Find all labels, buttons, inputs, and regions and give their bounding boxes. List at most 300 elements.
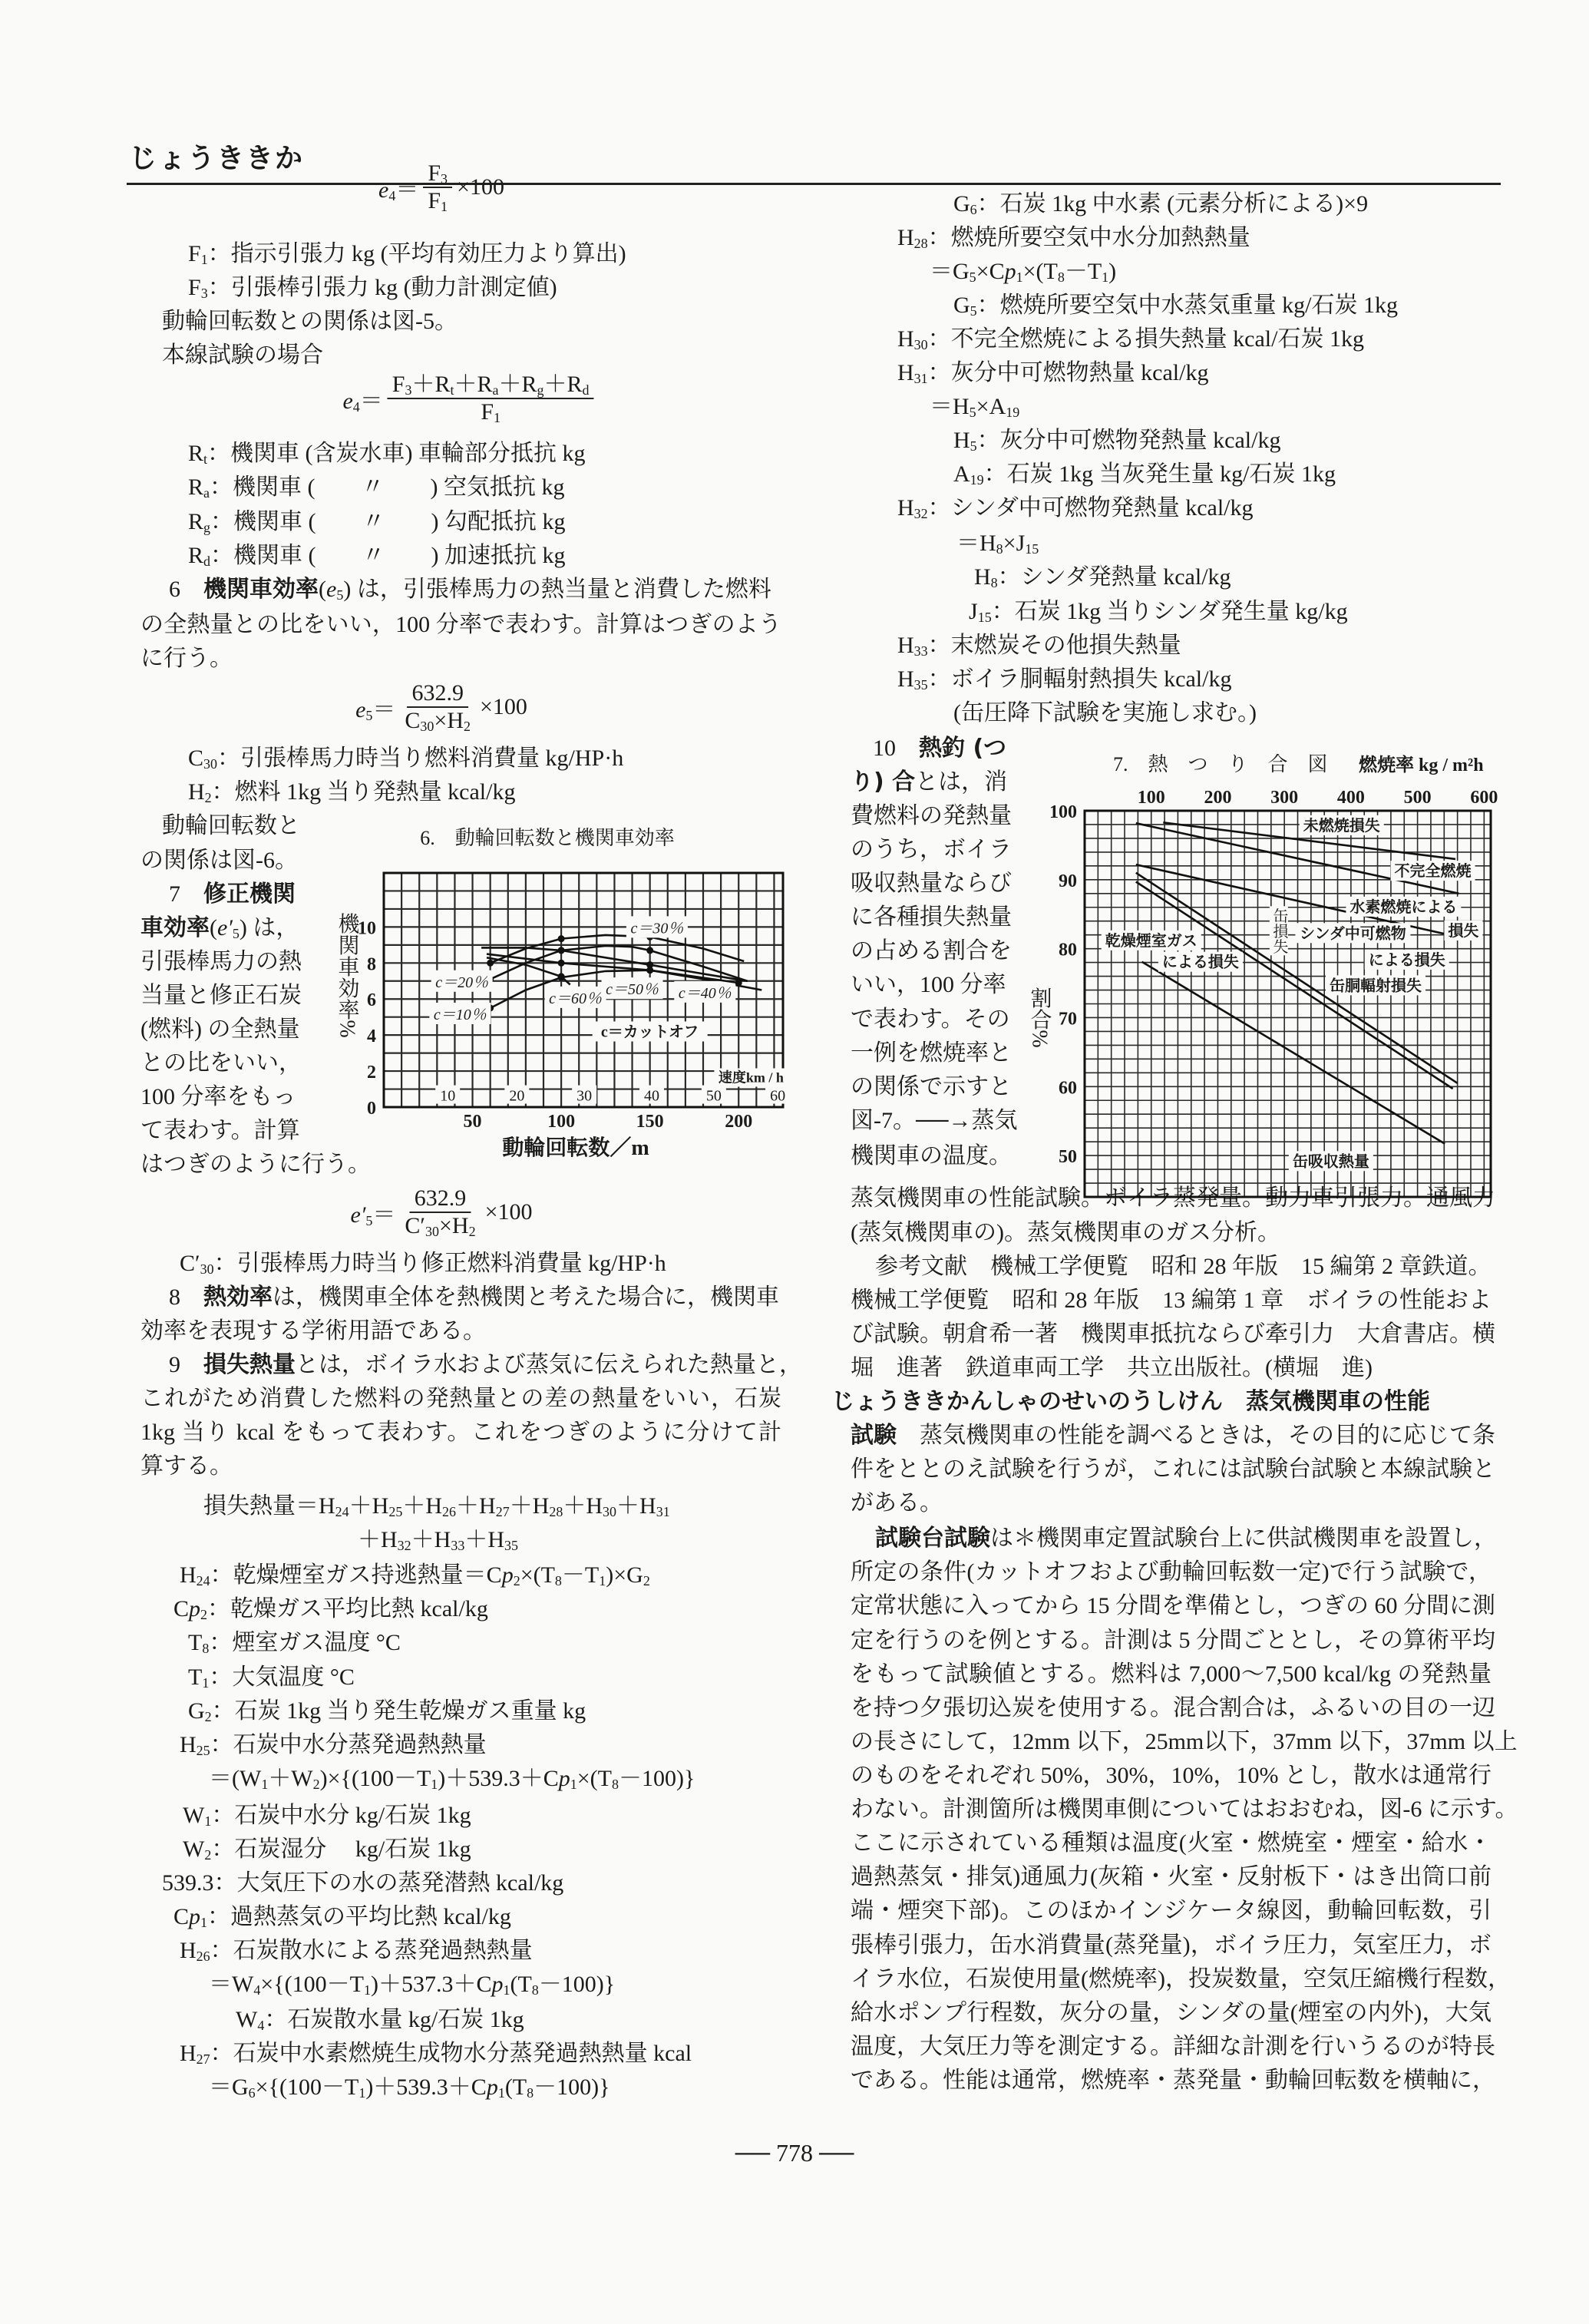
text-line [188,237,626,271]
subscript: 1 [204,1813,212,1829]
text-run: C [173,1904,190,1929]
text-run: の関係で示すと [851,1074,1012,1099]
speed-tick-label: 30 [576,1087,593,1105]
text-line [897,663,1231,696]
text-line [140,844,298,878]
text-run: F [391,372,405,397]
text-run: 参考文献 機械工学便覧 昭和 28 年版 15 編第 2 章鉄道。 [875,1254,1492,1279]
text-run: ＋W [268,1766,313,1791]
text-run: ×J [1003,531,1026,556]
text-run: ：石炭中水分 kg/石炭 1kg [211,1803,471,1828]
bold-term: 機関車効率 [203,576,319,603]
subscript: 4 [388,188,396,203]
formula [355,681,527,733]
math-variable: e [342,388,353,414]
text-run: とは，消 [915,769,1008,795]
text-run: 100 分率をもっ [140,1084,296,1109]
text-run: W [183,1836,205,1862]
figure-6-chart [330,821,814,1167]
math-variable: p [189,1904,201,1929]
text-line [180,1247,666,1281]
formula-lhs [342,382,382,415]
text-line [953,458,1336,491]
text-run: の長さにして，12mm 以下，25mm以下，37mm 以下，37mm 以上 [851,1729,1518,1754]
text-run: )＋537.3＋C [370,1972,492,1997]
y-tick-label: 0 [367,1099,376,1119]
text-run: ：不完全燃焼による損失熱量 kcal/石炭 1kg [927,326,1364,352]
text-run: ：ボイラ胴輻射熱損失 kcal/kg [927,666,1232,692]
subscript: 3 [441,171,448,187]
subscript: 24 [335,1504,349,1519]
text-line [974,560,1231,594]
text-run: ：石炭 1kg 中水素 (元素分析による)×9 [976,191,1369,217]
text-run: H [180,1938,197,1963]
text-line [851,2030,1495,2064]
subscript: 5 [970,438,977,454]
text-line [140,979,302,1013]
math-variable: p [1004,259,1016,284]
text-run: ：燃焼所要空気中水分加熱熱量 [927,225,1250,250]
text-line [851,1453,1495,1486]
math-variable: p [491,1972,504,1997]
text-run: R [188,441,204,466]
text-run: (T [504,2074,527,2100]
subscript: 6 [248,2085,256,2101]
text-run: ＝H [930,394,970,419]
text-run: F [188,241,201,266]
subscript: d [582,382,590,398]
math-variable: e [378,177,389,203]
text-run: ＝ [372,1202,396,1228]
text-run: ＋H [464,1527,505,1552]
text-run: 張棒引張力，缶水消費量(蒸発量)，ボイラ圧力，気室圧力，ボ [851,1932,1492,1958]
text-run: F [481,399,494,425]
chart-annotation: 缶吸収熱量 [1292,1153,1369,1171]
text-run: H [897,326,914,352]
text-line [953,187,1368,221]
text-line [140,1416,781,1450]
text-run: に各種損失熱量 [851,904,1012,930]
text-run: て表わす。計算 [140,1118,300,1143]
text-line [851,1658,1492,1691]
text-run: をもって試験値とする。燃料は 7,000～7,500 kcal/kg の発熱量 [851,1661,1492,1687]
text-run: 当量と修正石炭 [140,983,302,1008]
text-run: ＝(W [209,1766,262,1791]
text-run: 件をととのえ試験を行うが，これには試験台試験と本線試験と [851,1456,1495,1482]
text-run: ＋R [454,372,493,397]
text-run: ×100 [484,1199,533,1225]
text-run: ＝H [956,531,996,556]
text-run: F [188,275,201,300]
series-label: c＝10％ [433,1007,487,1023]
chart-annotation: 缶胴輻射損失 [1329,977,1422,995]
text-run: T [188,1664,203,1690]
chart-annotation: 損失 [1448,923,1479,941]
text-run: ×H [438,1213,469,1238]
series-label: c＝60％ [549,990,603,1007]
speed-tick-label: 50 [705,1087,722,1105]
text-run: ( [210,915,217,941]
text-run: に行う。 [140,646,233,671]
text-line [209,1968,615,2002]
text-run: ＋R [543,372,583,397]
formula [342,372,598,425]
text-run: 10 [873,736,919,761]
text-run: －100)} [534,2074,610,2100]
text-line [851,1759,1492,1793]
subscript: 8 [996,541,1003,557]
text-run: ：燃料 1kg 当り発熱量 kcal/kg [211,779,516,805]
subscript: 2 [464,719,471,734]
math-variable: p [189,1596,201,1622]
formula-lhs [351,1195,396,1229]
bold-term: 損失熱量 [203,1351,296,1378]
text-run: ：石炭 1kg 当りシンダ発生量 kg/kg [991,599,1348,624]
subscript: 27 [196,2051,210,2067]
text-run: H [180,1562,197,1588]
text-line [851,765,1007,799]
subscript: a [203,485,210,501]
text-line [851,1284,1492,1317]
text-run: ×(T [576,1766,612,1791]
subscript: 8 [1057,269,1065,285]
text-line [188,1694,586,1728]
text-line [897,322,1364,356]
text-run: 温度，大気圧力等を測定する。詳細な計測を行いうるのが特長 [851,2034,1495,2059]
speed-tick-label: 40 [643,1087,659,1105]
text-line [851,1139,1012,1173]
formula [351,1186,533,1238]
subscript: 30 [200,1261,214,1277]
text-run: 動輪回転数との関係は図-5。 [162,309,458,334]
text-line [953,289,1398,322]
text-line [188,471,565,504]
text-run: G [188,1698,205,1724]
text-line [180,1728,487,1762]
denominator [400,708,475,733]
subscript: 1 [599,1573,606,1588]
denominator [400,1213,480,1238]
subscript: 2 [204,1709,212,1724]
text-line [209,2071,610,2104]
chart-annotation: 未燃焼損失 [1303,817,1380,835]
chart-annotation: 不完全燃焼 [1394,863,1472,881]
text-run: がある。 [851,1490,943,1516]
text-line [851,1486,943,1520]
text-line [930,255,1116,289]
text-run: ここに示されている種類は温度(火室・燃焼室・煙室・給水・ [851,1830,1492,1856]
text-run: H [897,633,914,658]
text-line [851,1317,1495,1351]
text-line [851,867,1012,901]
text-run: (燃料) の全熱量 [140,1017,300,1042]
subscript: 1 [200,252,208,267]
text-line [953,424,1280,458]
text-run: A [953,461,970,487]
y-axis-label: 機関車効率% [335,912,359,1038]
numerator [388,372,594,399]
x-tick-label: 200 [1204,788,1232,808]
text-line [851,1826,1492,1860]
text-line [851,1624,1495,1658]
bold-term: 試験台試験 [875,1525,990,1552]
math-variable: e′ [350,1202,366,1228]
text-run: 定常状態に入ってから 15 分間を準備とし，つぎの 60 分間に測 [851,1593,1495,1618]
text-line [203,1489,670,1523]
y-tick-label: 8 [367,954,376,975]
text-run: 損失熱量＝H [203,1493,335,1519]
y-tick-label: 50 [1059,1147,1077,1168]
text-run: ：過熱蒸気の平均比熱 kcal/kg [207,1904,511,1929]
text-run: H [897,360,914,385]
text-run: W [183,1803,205,1828]
text-run: C [405,708,421,733]
subscript: 5 [969,269,976,285]
text-run: ：乾燥ガス平均比熱 kcal/kg [207,1596,488,1622]
data-point-marker [487,960,494,967]
text-run: わない。計測箇所は機関車側についてはおおむね，図-6 に示す。 [851,1797,1518,1822]
text-run: 7 [169,881,203,907]
text-line [183,1833,471,1866]
math-variable: p [501,1562,514,1588]
text-line [140,1080,296,1114]
text-run: ：引張棒馬力時当り修正燃料消費量 kg/HP·h [213,1251,666,1276]
text-run: ＋H [509,1493,550,1519]
chart-annotation: による損失 [1368,951,1445,969]
text-run: のうち，ボイラ [851,837,1012,862]
text-run: 過熱蒸気・排気)通風力(灰箱・火室・反射板下・はき出筒口前 [851,1864,1492,1889]
text-line [140,1314,486,1348]
x-tick-label: 50 [463,1112,482,1132]
data-point-marker [735,980,742,987]
text-run: ×{(100－T [260,1972,364,1997]
text-line [953,696,1257,730]
text-line [851,1725,1518,1759]
subscript: 1 [1102,269,1109,285]
text-run: で表わす。その [851,1007,1010,1032]
text-run: C′ [405,1213,425,1238]
text-run: ) は， [239,915,299,941]
text-line [897,629,1181,663]
text-run: ＝G [930,259,970,284]
text-run: 効率を表現する学術用語である。 [140,1318,486,1344]
text-run: 632.9 [414,1185,467,1211]
text-run: は，機関車全体を熱機関と考えた場合に，機関車 [273,1284,779,1310]
text-run: のものをそれぞれ 50%，30%，10%，10% とし，散水は通常行 [851,1763,1492,1788]
numerator [410,1186,471,1213]
subscript: 1 [570,1777,577,1792]
text-run: の関係は図-6。 [140,848,298,873]
text-run: H [188,779,205,805]
text-run: ：石炭湿分 kg/石炭 1kg [211,1836,471,1862]
chart-annotation: c＝カットオフ [600,1023,699,1041]
text-line [162,809,300,843]
text-run: J [969,599,978,624]
chart-annotation: シンダ中可燃物 [1300,925,1406,943]
text-line [173,1592,488,1626]
text-line [897,221,1250,255]
text-run: ：機関車 ( 〃 ) 空気抵抗 kg [210,474,565,500]
subscript: 8 [202,1641,210,1656]
chart-annotation: 水素燃焼による [1349,898,1458,916]
text-run: 算する。 [140,1453,233,1479]
subscript: d [203,554,211,569]
x-tick-label: 500 [1403,788,1432,808]
text-run: 632.9 [411,680,464,706]
text-run: ( [319,577,326,602]
text-run: G [953,191,970,217]
text-line [162,339,323,372]
text-line [875,1250,1492,1284]
subscript: 30 [420,719,434,734]
text-run: 堀 進著 鉄道車両工学 共立出版社。(横堀 進) [851,1355,1373,1380]
text-run: )×G [606,1562,643,1588]
chart-annotation: による損失 [1161,954,1239,971]
series-label: c＝20％ [435,974,489,991]
x-tick-label: 400 [1336,788,1365,808]
text-line [930,390,1019,424]
math-variable: e [355,697,366,722]
text-run: ：燃焼所要空気中水蒸気重量 kg/石炭 1kg [976,293,1399,318]
text-run: 8 [169,1284,203,1310]
subscript: 24 [196,1573,210,1588]
fraction [423,161,452,213]
text-run: 539.3：大気圧下の水の蒸発潜熱 kcal/kg [162,1870,564,1896]
subscript: 19 [1006,405,1020,420]
denominator [423,188,452,213]
text-line [851,1003,1010,1036]
text-run: ：乾燥煙室ガス持逃熱量＝C [210,1562,502,1588]
subscript: 8 [554,1573,562,1588]
text-run: 機械工学便覧 昭和 28 年版 13 編第 1 章 ボイラの性能およ [851,1288,1492,1313]
text-line [140,1450,233,1483]
data-point-marker [558,973,565,980]
text-run: ) [1108,259,1117,284]
subscript: 8 [531,1982,539,1998]
x-tick-label: 600 [1470,788,1498,808]
text-line [851,1104,1018,1138]
text-line [169,573,771,607]
text-run: ) は，引張棒馬力の熱当量と消費した燃料 [343,577,771,602]
fraction [400,681,475,733]
text-line [851,1070,1012,1104]
y-tick-label: 2 [367,1063,376,1083]
text-run: T [188,1630,203,1655]
subscript: 2 [643,1573,650,1588]
math-variable: e [326,577,337,602]
subscript: 28 [549,1504,563,1519]
text-run: ＝ [372,697,396,722]
subscript: 32 [913,506,928,521]
text-run: F [428,188,441,213]
subscript: 4 [257,2018,265,2033]
x-tick-label: 100 [1137,788,1165,808]
data-point-marker [558,960,565,967]
subscript: 2 [513,1573,520,1588]
text-run: 端・煙突下部)。このほかインジケータ線図，動輪回転数，引 [851,1898,1492,1923]
text-run: ：引張棒馬力時当り燃料消費量 kg/HP·h [217,745,624,771]
subscript: 1 [200,1915,208,1930]
text-run: の全熱量との比をいい，100 分率で表わす。計算はつぎのよう [140,612,781,637]
series-label: c＝50％ [606,981,659,999]
text-run: ：末燃炭その他損失熱量 [927,633,1181,658]
formula-rhs [480,694,527,720]
text-run: －T [1064,259,1102,284]
text-line [188,271,557,305]
text-line [140,1382,781,1416]
text-line [956,527,1039,560]
text-run: 動輪回転数と [162,813,300,838]
subscript: 1 [358,2085,366,2101]
subscript: 5 [336,587,344,603]
text-run: R [188,509,204,534]
speed-tick-label: 60 [770,1087,786,1105]
x-tick-label: 200 [725,1112,753,1132]
chart-title: 7. 熱 つ り 合 図 [1113,753,1328,775]
text-line [180,1934,533,1968]
chart-title: 6. 動輪回転数と機関車効率 [420,827,675,849]
numerator [423,161,452,188]
subscript: g [203,520,211,535]
y-tick-label: 70 [1059,1009,1077,1030]
formula-rhs [485,1199,533,1225]
subscript: 1 [497,2085,505,2101]
text-run: ：シンダ発熱量 kcal/kg [997,564,1231,590]
subscript: 5 [232,926,240,941]
text-run: H [180,1732,197,1757]
text-run: H [974,564,991,590]
text-run: 所定の条件(カットオフおよび動輪回転数一定)で行う試験で， [851,1559,1492,1585]
text-run: ×{(100－T [255,2074,359,2100]
text-line [897,356,1208,390]
data-point-marker [558,947,565,954]
text-run: ：指示引張力 kg (平均有効圧力より算出) [207,241,626,266]
text-line [851,1036,1012,1070]
subscript: 2 [204,790,212,805]
x-axis-label: 動輪回転数／m [502,1136,649,1160]
text-line [897,491,1254,525]
text-run: ：引張棒引張力 kg (動力計測定値) [207,275,557,300]
text-line [173,1900,511,1934]
subscript: 2 [204,1847,212,1863]
text-line [209,1762,695,1796]
text-run: イラ水位，石炭使用量(燃焼率)，投炭数量，空気圧縮機行程数， [851,1966,1511,1992]
subscript: 5 [365,708,373,723]
numerator [407,681,468,708]
subscript: 1 [503,1982,510,1998]
subscript: 3 [200,286,208,301]
text-line [188,742,623,775]
subscript: t [203,451,208,467]
text-run: (蒸気機関車の)。蒸気機関車のガス分析。 [851,1220,1280,1245]
text-run: R [188,543,204,568]
text-run: である。性能は通常，燃焼率・蒸発量・動輪回転数を横軸に， [851,2068,1495,2093]
text-run: ：煙室ガス温度 °C [209,1630,401,1655]
subscript: 1 [261,1777,269,1792]
text-run: H [897,666,914,692]
text-run: ：石炭散水による蒸発過熱熱量 [210,1938,533,1963]
text-run: F [428,160,441,186]
text-line [236,2003,524,2037]
subscript: 4 [352,399,360,415]
text-run: ：石炭中水分蒸発過熱熱量 [210,1732,487,1757]
subscript: 15 [1025,541,1039,557]
text-run: )＋539.3＋C [365,2074,487,2100]
subscript: 30 [603,1504,617,1519]
text-line [180,1559,650,1592]
subscript: 8 [612,1777,619,1792]
subscript: 4 [253,1982,261,1998]
